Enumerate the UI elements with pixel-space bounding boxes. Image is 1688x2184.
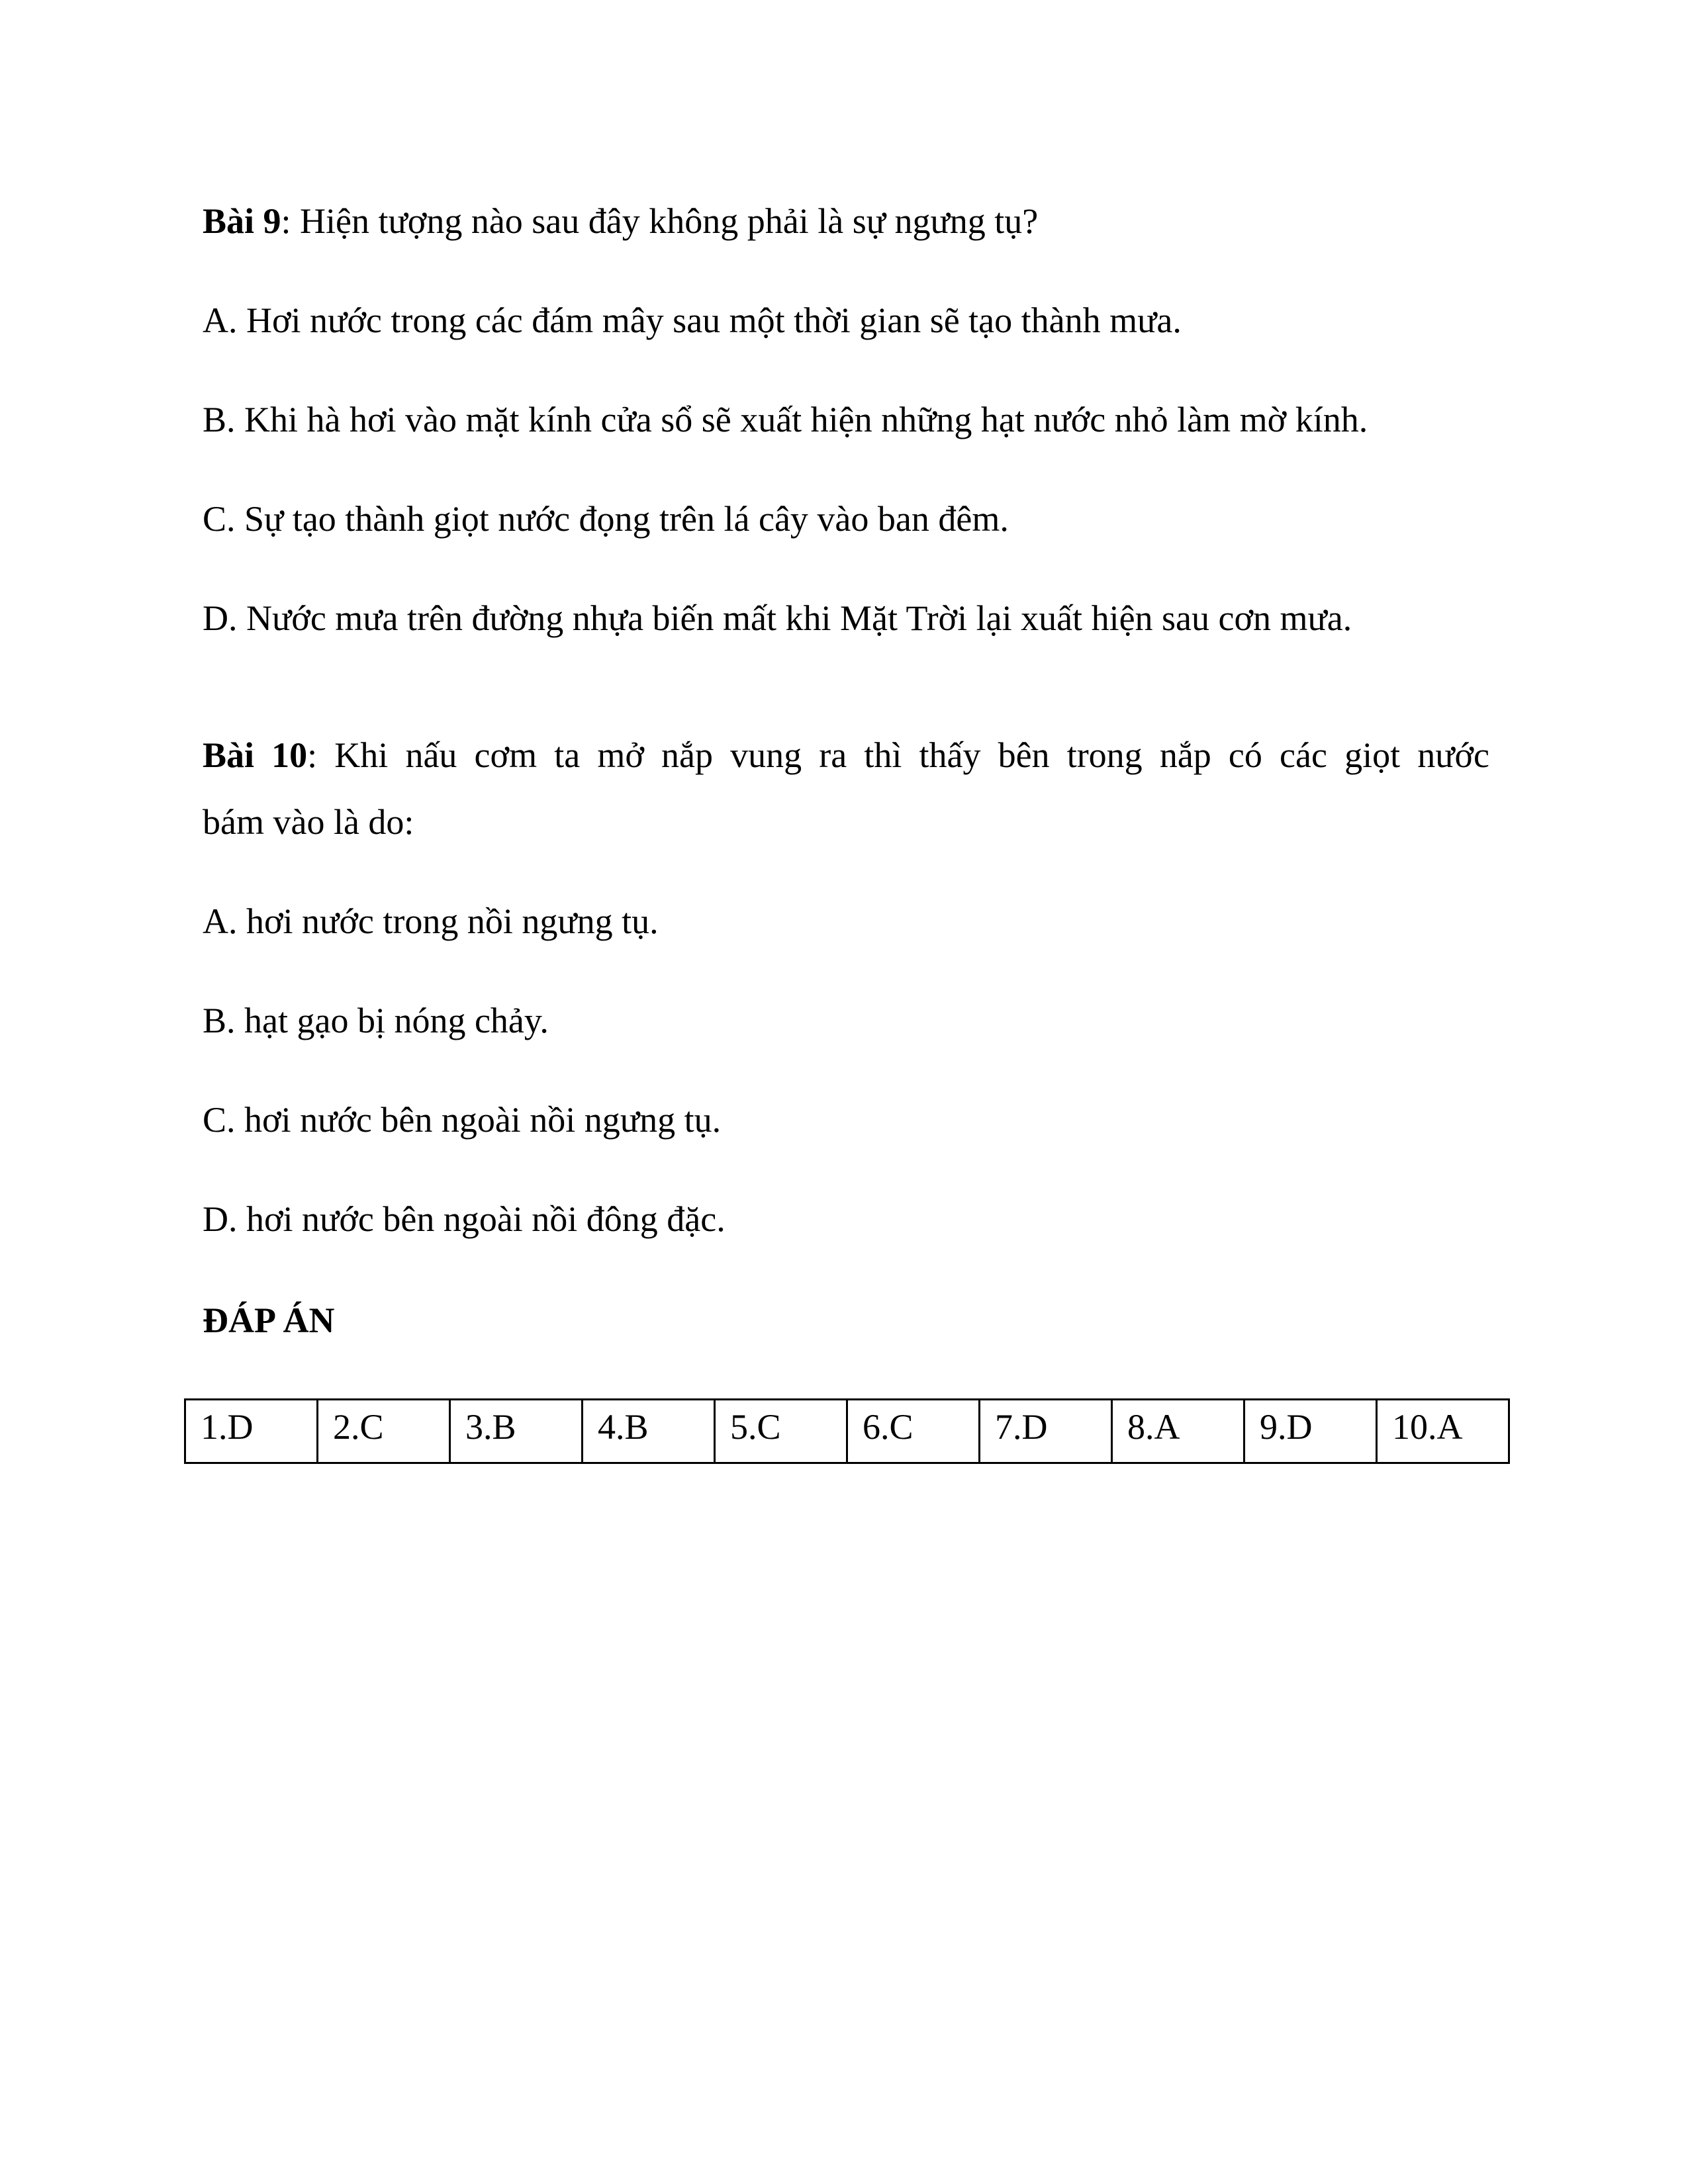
answer-cell-10: 10.A <box>1377 1400 1509 1463</box>
question-10-text-line2: bám vào là do: <box>203 802 414 842</box>
answer-cell-3: 3.B <box>450 1400 583 1463</box>
question-9-option-d: D. Nước mưa trên đường nhựa biến mất khi Mặt Trời lại xuất hiện sau cơn mưa. <box>203 598 1352 638</box>
question-10-option-d: D. hơi nước bên ngoài nồi đông đặc. <box>203 1199 726 1239</box>
answer-key-title: ĐÁP ÁN <box>203 1300 335 1340</box>
answer-cell-6: 6.C <box>847 1400 980 1463</box>
question-10-option-c: C. hơi nước bên ngoài nồi ngưng tụ. <box>203 1100 722 1140</box>
question-10-option-b: B. hạt gạo bị nóng chảy. <box>203 1001 549 1040</box>
question-9-text: : Hiện tượng nào sau đây không phải là sự ngưng tụ? <box>281 201 1039 241</box>
answer-cell-8: 8.A <box>1112 1400 1244 1463</box>
question-10-option-a: A. hơi nước trong nồi ngưng tụ. <box>203 901 659 941</box>
answer-cell-7: 7.D <box>980 1400 1112 1463</box>
question-10-text-line1: : Khi nấu cơm ta mở nắp vung ra thì thấy bên trong nắp có các giọt nước <box>307 735 1489 775</box>
answer-cell-5: 5.C <box>715 1400 847 1463</box>
table-row <box>185 1400 1509 1463</box>
question-10-label: Bài 10 <box>203 735 308 775</box>
answer-cell-9: 9.D <box>1244 1400 1377 1463</box>
question-9-option-c: C. Sự tạo thành giọt nước đọng trên lá cây vào ban đêm. <box>203 499 1009 539</box>
question-9-label: Bài 9 <box>203 201 281 241</box>
answer-key-table <box>184 1398 1510 1464</box>
answer-cell-1: 1.D <box>185 1400 318 1463</box>
question-9-option-b: B. Khi hà hơi vào mặt kính cửa sổ sẽ xuất hiện những hạt nước nhỏ làm mờ kính. <box>203 400 1368 439</box>
question-10 <box>203 734 1489 776</box>
answer-cell-4: 4.B <box>583 1400 715 1463</box>
question-9 <box>203 200 1038 242</box>
answer-cell-2: 2.C <box>318 1400 450 1463</box>
question-9-option-a: A. Hơi nước trong các đám mây sau một thời gian sẽ tạo thành mưa. <box>203 300 1182 340</box>
